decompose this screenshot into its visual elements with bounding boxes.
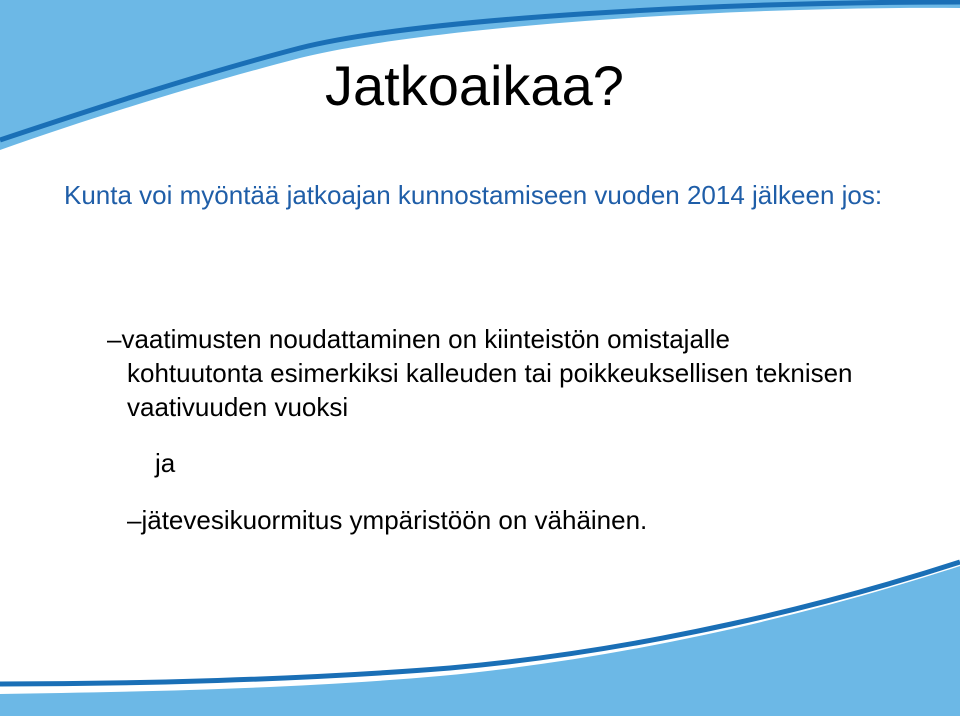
intro-text: Kunta voi myöntää jatkoajan kunnostamiseen vuoden 2014 jälkeen jos: (64, 180, 883, 210)
condition-1: –vaatimusten noudattaminen on kiinteistön omistajalle kohtuutonta esimerkiksi kalleuden tai poikkeuksellisen teknisen vaativuuden vuoksi (107, 324, 853, 422)
slide-title: Jatkoaikaa? (325, 54, 624, 117)
condition-2: –jätevesikuormitus ympäristöön on vähäinen. (127, 505, 648, 535)
conditions-block (107, 322, 867, 537)
bottom-wave-band-light (0, 566, 960, 716)
conjunction-text: ja (155, 448, 176, 478)
